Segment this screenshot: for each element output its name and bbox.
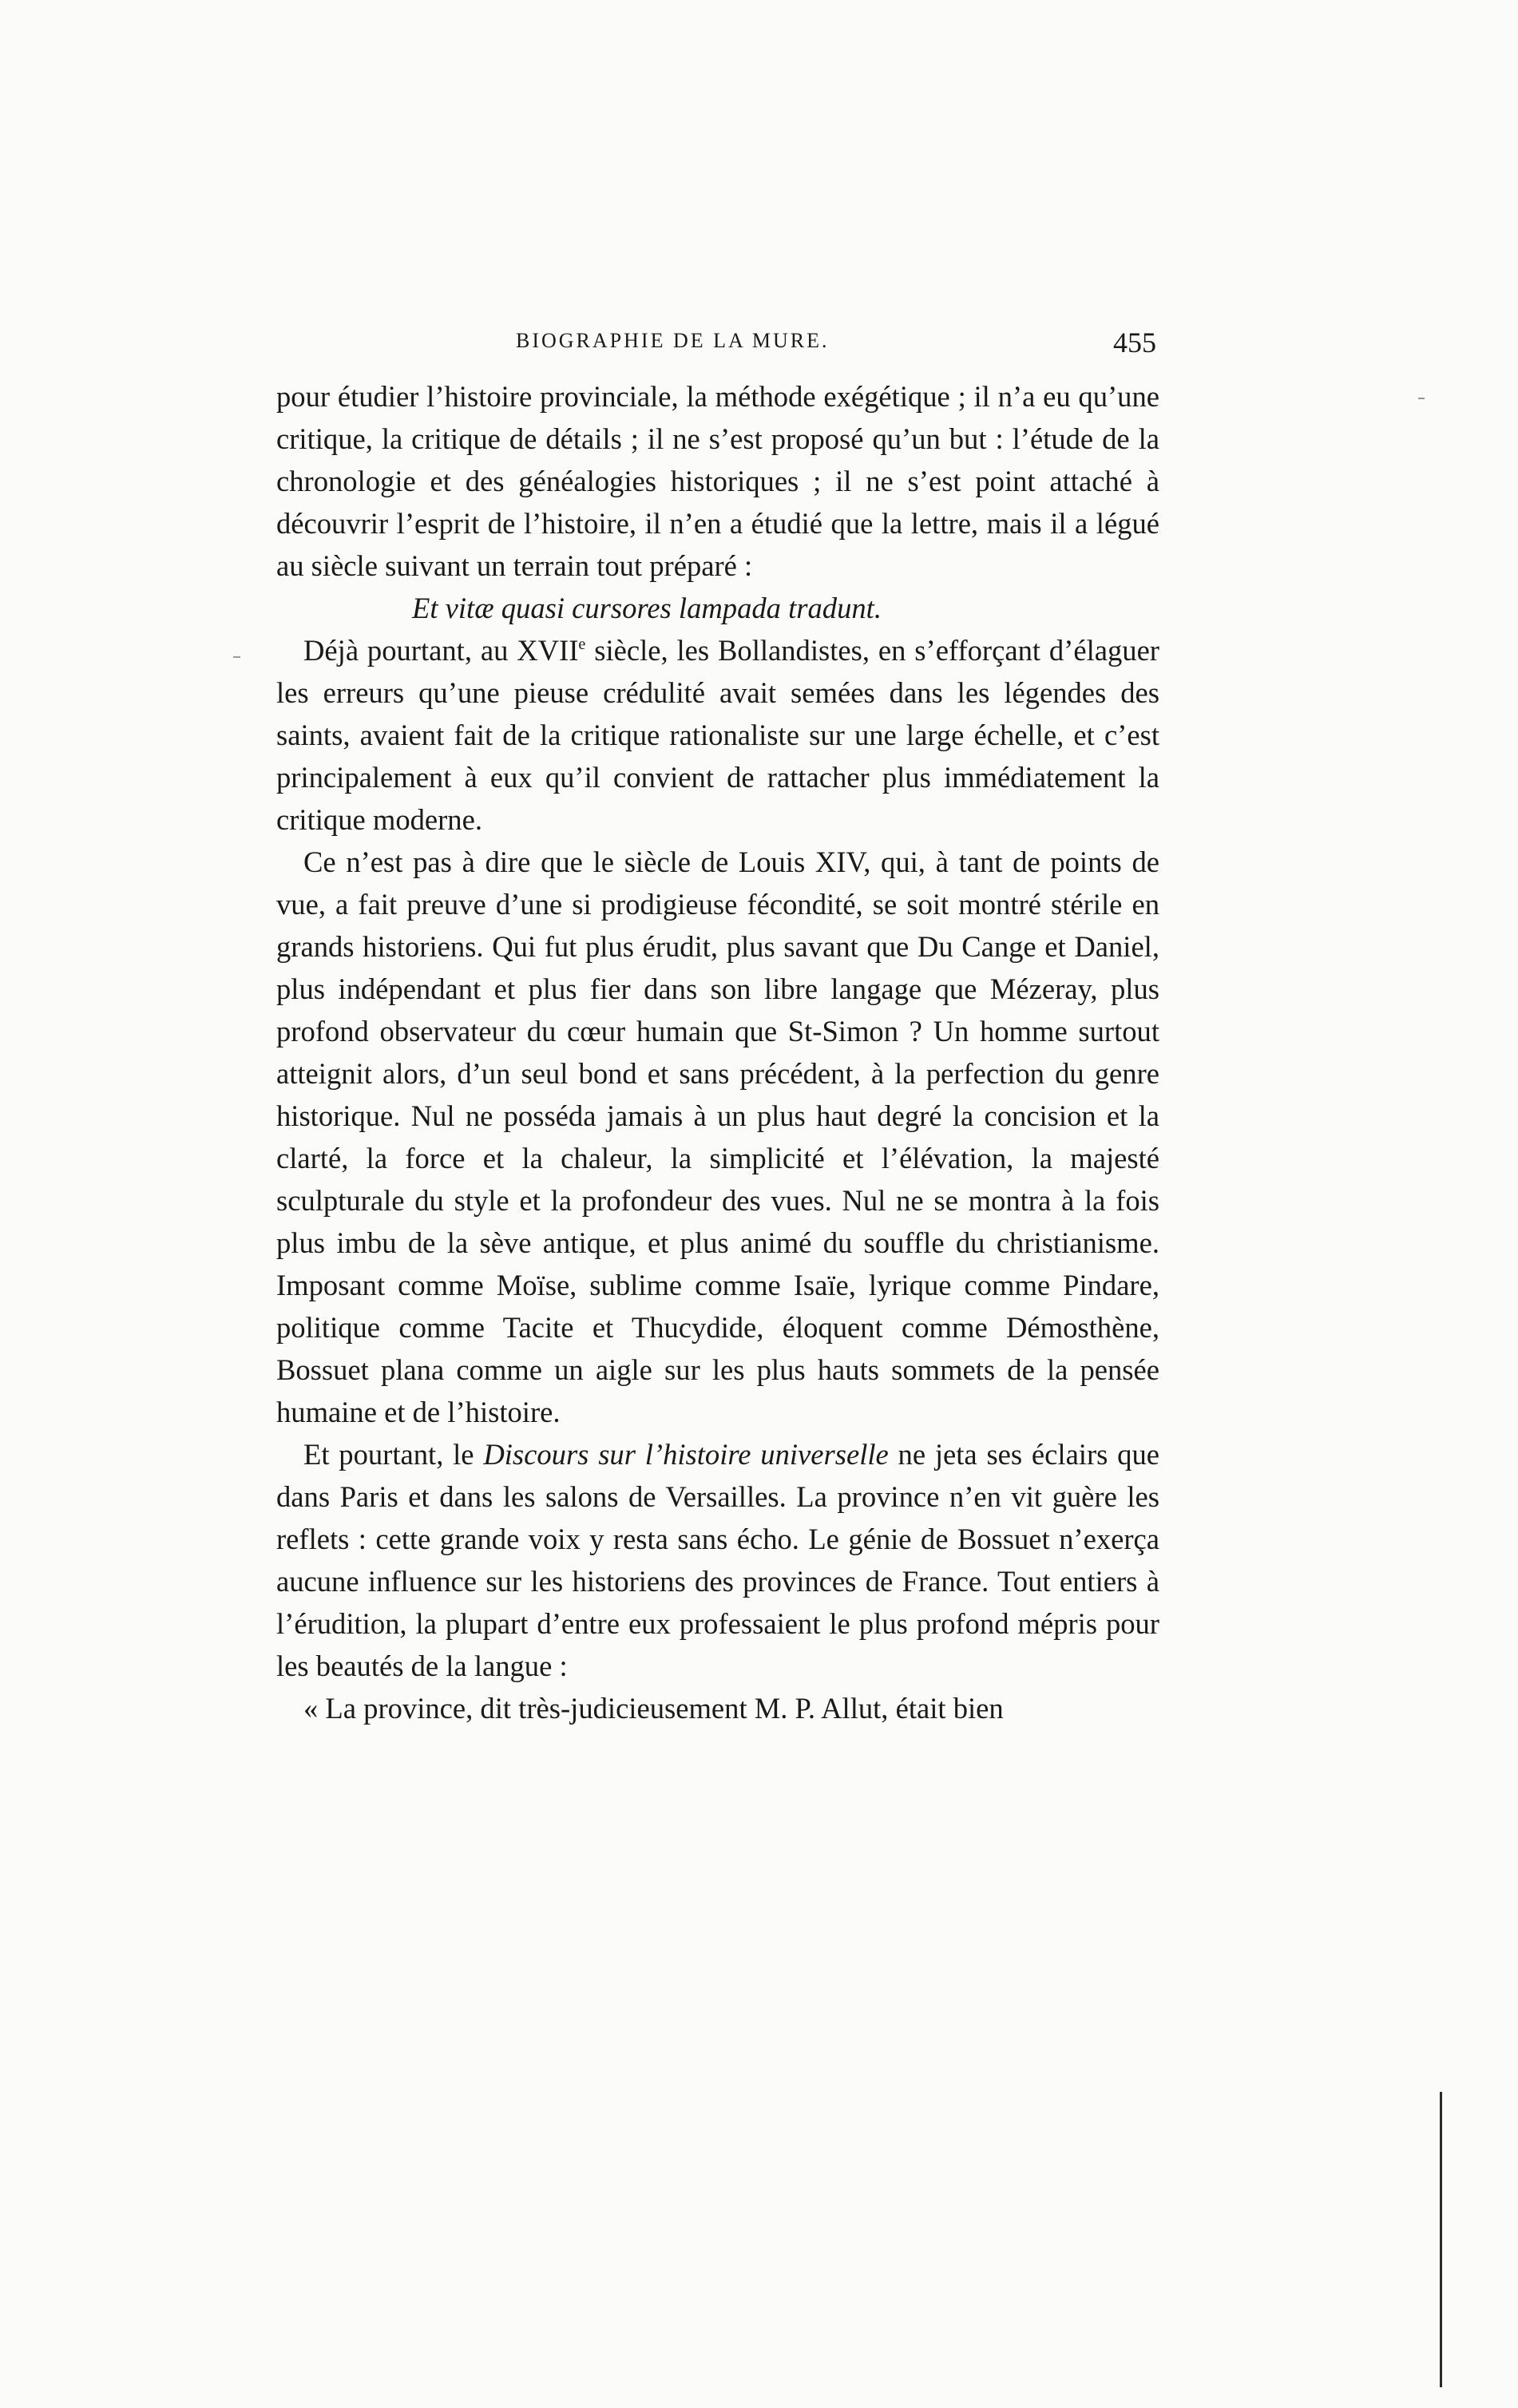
scan-edge-mark — [1440, 2092, 1442, 2387]
paragraph-5: « La province, dit très-judicieusement M. P. Allut, était bien — [303, 1692, 1004, 1725]
paragraph-3: Ce n’est pas à dire que le siècle de Louis XIV, qui, à tant de points de vue, a fait preuve d’une si prodigieuse fécondité, se soit montré stérile en grands historiens. Qui fut plus érudit, plus savant que Du Cange et Daniel, plus indépendant et plus fier dans son libre langage que Mézeray, plus profond observateur du cœur humain que St-Simon ? Un homme surtout atteignit alors, d’un seul bond et sans précédent, à la perfection du genre historique. Nul ne posséda jamais à un plus haut degré la concision et la clarté, la force et la chaleur, la simplicité et l’élévation, la majesté sculpturale du style et la profondeur des vues. Nul ne se montra à la fois plus imbu de la sève antique, et plus animé du souffle du christianisme. Imposant comme Moïse, sublime comme Isaïe, lyrique comme Pindare, politique comme Tacite et Thucydide, éloquent comme Démosthène, Bossuet plana comme un aigle sur les plus hauts sommets de la pensée humaine et de l’histoire. — [276, 846, 1159, 1428]
running-head — [276, 326, 1159, 366]
latin-epigraph: Et vitæ quasi cursores lampada tradunt. — [412, 592, 882, 624]
paragraph-4-start: Et pourtant, le — [303, 1438, 484, 1471]
paragraph-2-rest: siècle, les Bollandistes, en s’efforçant d’élaguer les erreurs qu’une pieuse crédulité avait semées dans les légendes des saints, avaient fait de la critique rationaliste sur une large échelle, et c’est principalement à eux qu’il convient de rattacher plus immédiatement la critique moderne. — [276, 634, 1159, 836]
body-text — [276, 375, 1159, 1729]
paragraph-1: pour étudier l’histoire provinciale, la méthode exégétique ; il n’a eu qu’une critique, la critique de détails ; il ne s’est proposé qu’un but : l’étude de la chronologie et des généalogies historiques ; il ne s’est point attaché à découvrir l’esprit de l’histoire, il n’en a étudié que la lettre, mais il a légué au siècle suivant un terrain tout préparé : — [276, 380, 1159, 582]
century-superscript: e — [578, 635, 586, 653]
paragraph-2-start: Déjà pourtant, au XVII — [303, 634, 579, 667]
paragraph-4 — [276, 1433, 1159, 1687]
scan-speck — [1418, 398, 1425, 399]
book-title: Discours sur l’histoire universelle — [483, 1438, 889, 1471]
scan-speck — [233, 656, 240, 658]
paragraph-4-rest: ne jeta ses éclairs que dans Paris et dans les salons de Versailles. La province n’en vit guère les reflets : cette grande voix y resta sans écho. Le génie de Bossuet n’exerça aucune influence sur les historiens des provinces de France. Tout entiers à l’érudition, la plupart d’entre eux professaient le plus profond mépris pour les beautés de la langue : — [276, 1438, 1159, 1682]
page-number: 455 — [1113, 327, 1156, 358]
paragraph-2 — [276, 629, 1159, 841]
running-title: BIOGRAPHIE DE LA MURE. — [516, 329, 830, 352]
